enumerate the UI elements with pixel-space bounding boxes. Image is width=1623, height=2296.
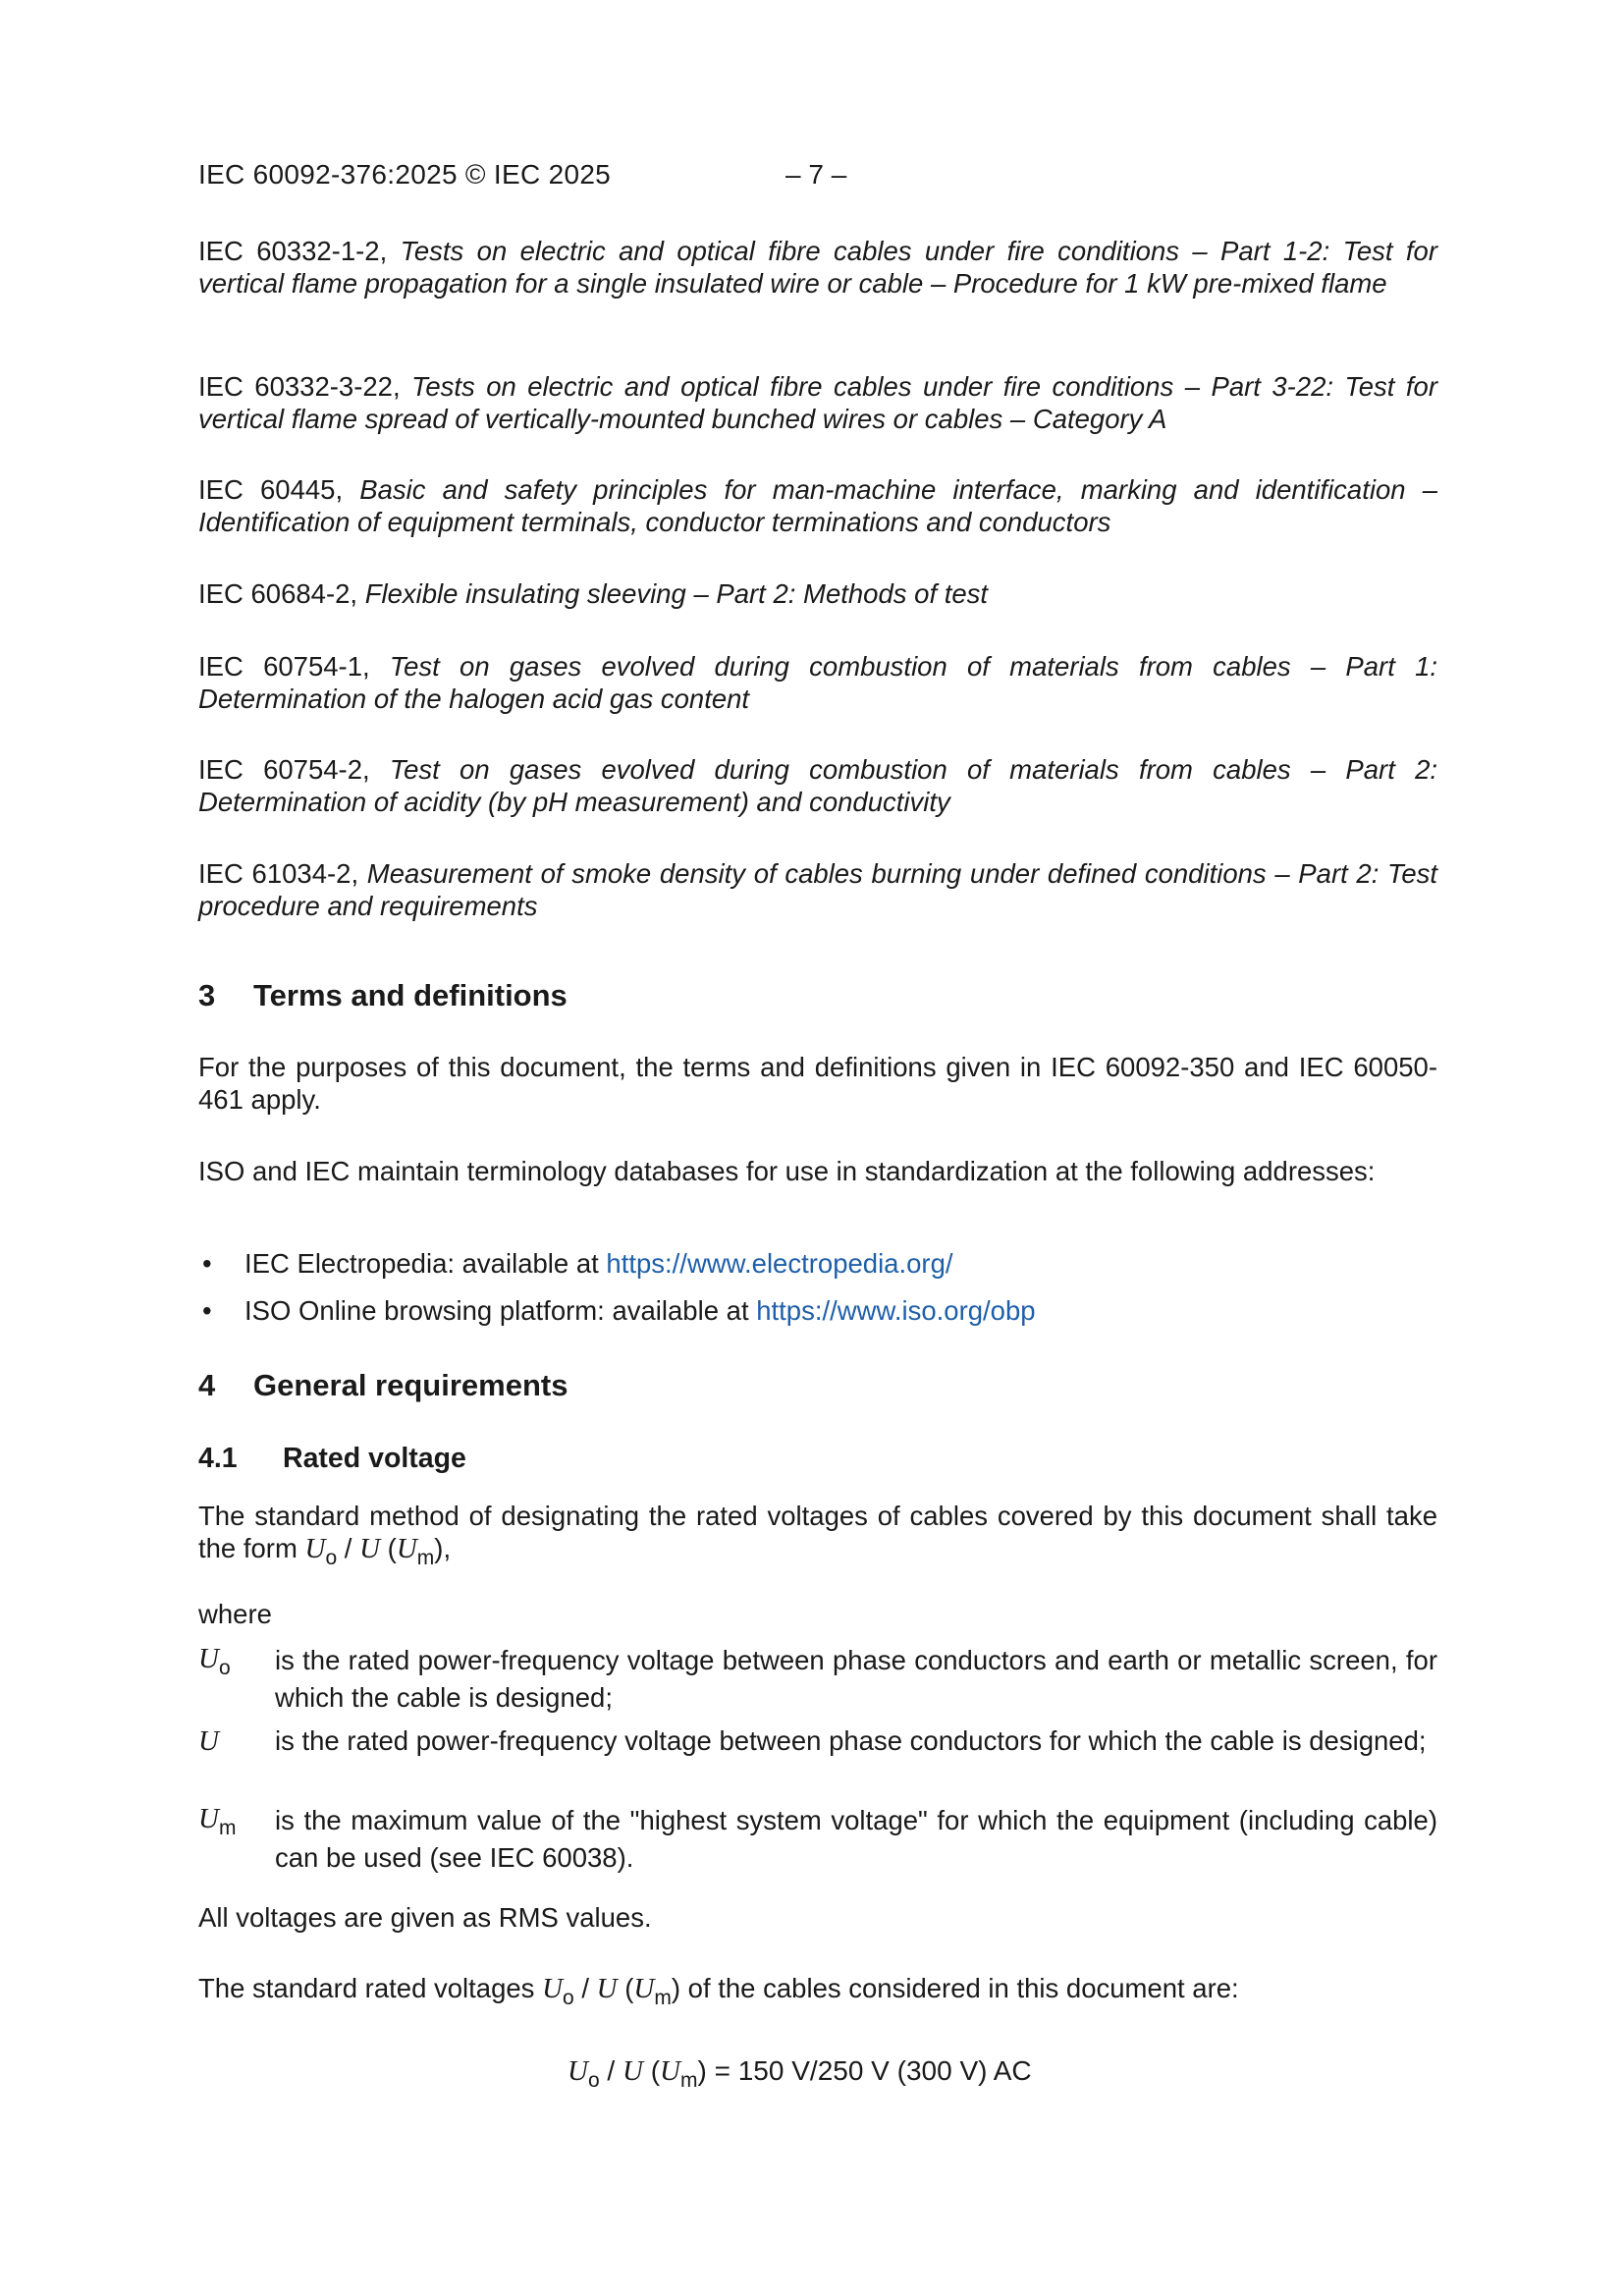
- symbol-uo: $U_o$: [198, 1643, 231, 1679]
- document-page: IEC 60092-376:2025 © IEC 2025 – 7 – IEC 60332-1-2, Tests on electric and optical fibre cables under fire conditions – Part 1-2: Test for vertical flame propagation for a single insulated wire or cable – Procedure for 1 kW pre-mixed flame IEC 60332-3-22, Tests on electric and optical fibre cables under fire conditions – Part 3-22: Test for vertical flame spread of vertically-mounted bunched wires or cables – Category A IEC 60445, Basic and safety principles for man-machine interface, marking and identification – Identification of equipment terminals, conductor terminations and conductors IEC 60684-2, Flexible insulating sleeving – Part 2: Methods of test IEC 60754-1, Test on gases evolved during combustion of materials from cables – Part 1: Determination of the halogen acid gas content IEC 60754-2, Test on gases evolved during combustion of materials from cables – Part 2: Determination of acidity (by pH measurement) and conductivity IEC 61034-2, Measurement of smoke density of cables burning under defined conditions – Part 2: Test procedure and requirements 3 Terms and definitions For the purposes of this document, the terms and definitions given in IEC 60092-350 and IEC 60050-461 apply. ISO and IEC maintain terminology databases for use in standardization at the following addresses: • IEC Electropedia: available at https://www.electropedia.org/ • ISO Online browsing platform: available at https://www.iso.org/obp 4 General requirements 4.1 Rated voltage The standard method of designating the rated voltages of cables covered by this document shall take the form $U_o$ / U $(U_m)$, where $U_o$ is the rated power-frequency voltage between phase conductors and earth or metallic screen, for which the cable is designed; U is the rated power-frequency voltage between phase conductors for which the cable is designed; $U_m$ is the maximum value of the "highest system voltage" for which the equipment (including cable) can be used (see IEC 60038). All voltages are given as RMS values. The standard rated voltages $U_o$ / U $(U_m)$ of the cables considered in this document are: $U_o$ / U $(U_m) = 150$ V/250 V (300 V) AC: [198, 159, 1438, 2092]
- symbol-u: U: [198, 1725, 219, 1757]
- paragraph: For the purposes of this document, the terms and definitions given in IEC 60092-350 and IEC 60050-461 apply.: [198, 1052, 1437, 1115]
- reference-entry: IEC 60754-1, Test on gases evolved during combustion of materials from cables – Part 1: Determination of the halogen acid gas content: [198, 651, 1437, 714]
- section-heading: 4 General requirements: [198, 1368, 568, 1402]
- paragraph: The standard rated voltages $U_o$ / U $(U_m)$ of the cables considered in this document are:: [198, 1973, 1239, 2009]
- reference-entry: IEC 60684-2, Flexible insulating sleeving – Part 2: Methods of test: [198, 578, 989, 609]
- paragraph: The standard method of designating the rated voltages of cables covered by this document shall take the form $U_o$ / U $(U_m)$,: [198, 1501, 1437, 1569]
- voltage-formula: $U_o$ / U $(U_m) = 150$ V/250 V (300 V) AC: [568, 2055, 1032, 2092]
- definition-text: is the rated power-frequency voltage between phase conductors and earth or metallic screen, for which the cable is designed;: [275, 1645, 1437, 1713]
- bullet-icon: •: [202, 1295, 212, 1326]
- subsection-heading: 4.1 Rated voltage: [198, 1443, 466, 1474]
- reference-entry: IEC 61034-2, Measurement of smoke density of cables burning under defined conditions – Part 2: Test procedure and requirements: [198, 858, 1437, 921]
- definition-text: is the maximum value of the "highest system voltage" for which the equipment (including cable) can be used (see IEC 60038).: [275, 1805, 1437, 1873]
- definition-text: is the rated power-frequency voltage between phase conductors for which the cable is designed;: [275, 1725, 1427, 1756]
- where-label: where: [198, 1599, 272, 1629]
- section-heading: 3 Terms and definitions: [198, 978, 568, 1012]
- iso-obp-link[interactable]: https://www.iso.org/obp: [756, 1295, 1036, 1326]
- page-header: IEC 60092-376:2025 © IEC 2025: [198, 159, 612, 190]
- electropedia-link[interactable]: https://www.electropedia.org/: [606, 1248, 953, 1279]
- reference-entry: IEC 60445, Basic and safety principles for man-machine interface, marking and identification – Identification of equipment terminals, conductor terminations and conductors: [198, 474, 1438, 537]
- paragraph: All voltages are given as RMS values.: [198, 1902, 652, 1933]
- reference-entry: IEC 60332-1-2, Tests on electric and optical fibre cables under fire conditions – Part 1-2: Test for vertical flame propagation for a single insulated wire or cable – Procedure for 1 kW pre-mixed flame: [198, 236, 1438, 299]
- page-number: – 7 –: [785, 159, 847, 190]
- paragraph: ISO and IEC maintain terminology databases for use in standardization at the following addresses:: [198, 1156, 1376, 1186]
- reference-entry: IEC 60754-2, Test on gases evolved during combustion of materials from cables – Part 2: Determination of acidity (by pH measurement) and conductivity: [198, 754, 1437, 817]
- reference-entry: IEC 60332-3-22, Tests on electric and optical fibre cables under fire conditions – Part 3-22: Test for vertical flame spread of vertically-mounted bunched wires or cables – Category A: [198, 371, 1437, 434]
- bullet-icon: •: [202, 1248, 212, 1279]
- symbol-um: $U_m$: [198, 1803, 237, 1839]
